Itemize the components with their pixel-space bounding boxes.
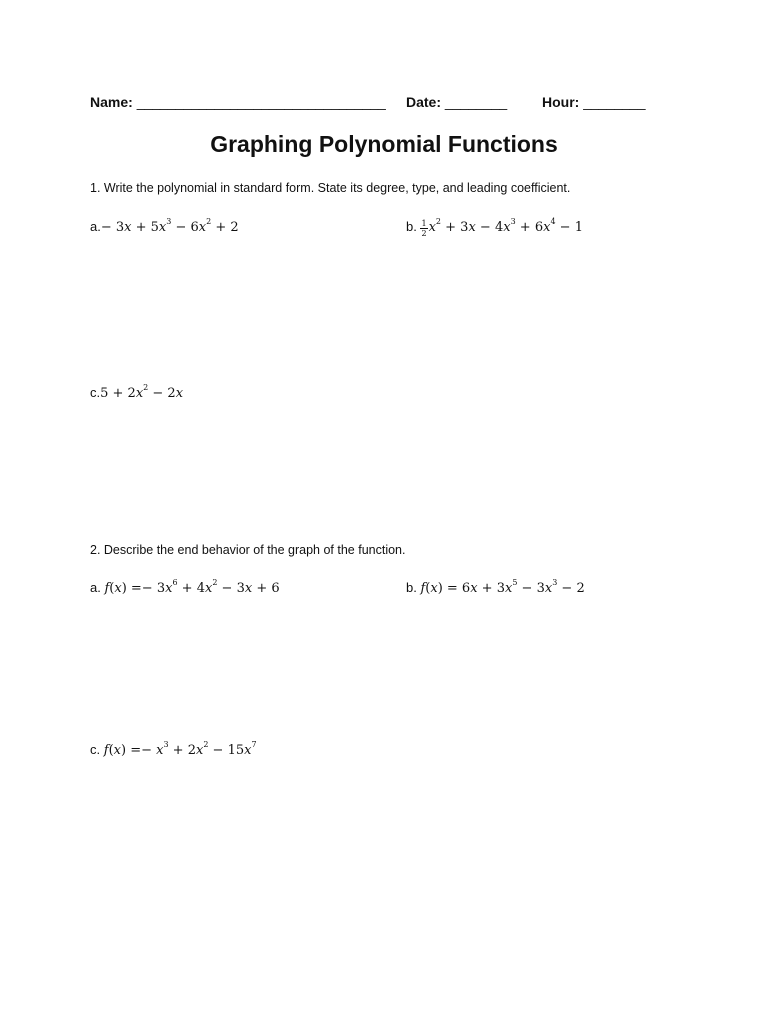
name-label: Name: — [90, 94, 133, 110]
problem-2c-expression: $f(x) =- x^3 + 2x^2 - 15x^7$ — [103, 740, 257, 758]
problem-2a — [90, 580, 280, 596]
problem-2a-label: a. — [90, 580, 101, 595]
problem-2c-label: c. — [90, 742, 101, 757]
problem-1c — [90, 385, 183, 401]
problem-1a-expression: − $3x + 5x^3 - 6x^2 + 2$ — [100, 217, 239, 235]
problem-1b-expression: $\frac{1}{2}$ $x^2 + 3x - 4x^3 + 6x^4 - 1$ — [421, 217, 583, 238]
page-title: Graphing Polynomial Functions — [210, 131, 558, 157]
problem-2b-expression: $f(x) = 6x + 3x^5 - 3x^3 - 2$ — [420, 578, 585, 596]
date-field — [406, 94, 507, 110]
problem-2a-expression: $f(x) =- 3x^6 + 4x^2 - 3x + 6$ — [104, 578, 280, 596]
name-blank: ________________________________ — [136, 94, 386, 110]
date-label: Date: — [406, 94, 442, 110]
problem-1b — [406, 219, 583, 238]
problem-2b — [406, 580, 585, 596]
hour-label: Hour: — [542, 94, 580, 110]
section2-instruction: 2. Describe the end behavior of the graph of the function. — [90, 543, 406, 557]
problem-2c — [90, 742, 257, 758]
section1-instruction: 1. Write the polynomial in standard form. State its degree, type, and leading coefficient. — [90, 181, 571, 195]
problem-1b-label: b. — [406, 219, 417, 234]
hour-blank: ________ — [583, 94, 646, 110]
problem-2b-label: b. — [406, 580, 417, 595]
problem-1c-label: c. — [90, 385, 101, 400]
fraction-one-half: $\frac{1}{2}$ — [421, 219, 427, 238]
problem-1a — [90, 219, 239, 235]
date-blank: ________ — [444, 94, 508, 110]
problem-1a-label: a. — [90, 219, 101, 234]
hour-field — [542, 94, 646, 110]
name-field — [90, 94, 386, 110]
problem-1c-expression: $5 + 2x^2 - 2x$ — [100, 383, 184, 401]
